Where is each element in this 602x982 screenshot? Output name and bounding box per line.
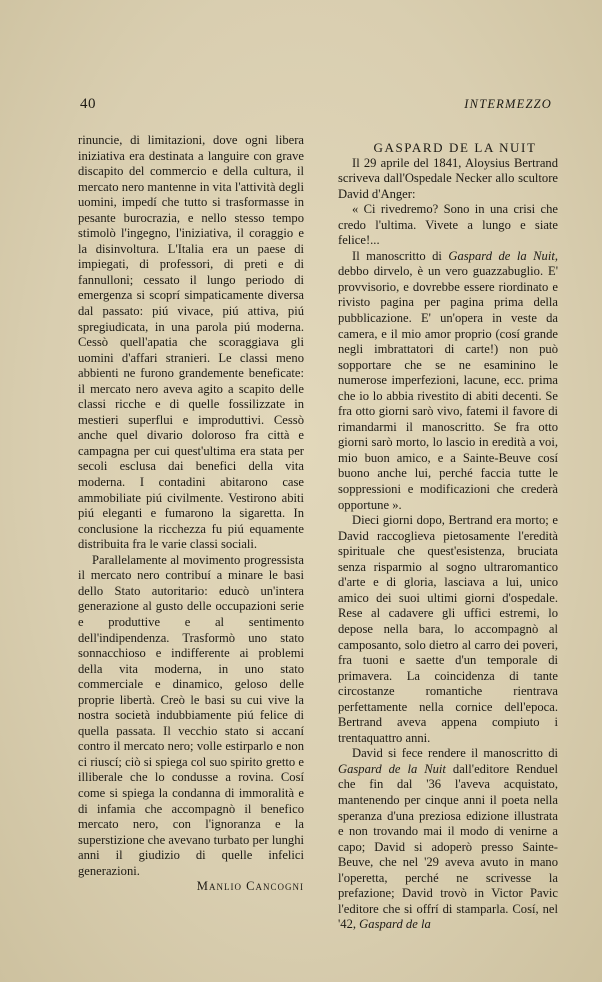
text: David si fece rendere il manoscritto di [352,746,558,761]
page-number: 40 [80,96,96,112]
text: Il manoscritto di [352,248,449,263]
paragraph [338,746,558,933]
paragraph: Il 29 aprile del 1841, Aloysius Bertrand scriveva dall'Ospedale Necker allo scultore David d'Anger: [338,155,558,201]
text: dall'editore Renduel che fin dal '36 l'aveva acquistato, mantenendo per cinque anni il poeta nella speranza d'una preziosa edizione illustrata e non trovando mai il modo di venirne a capo; David si adoperò presso Sainte-Beuve, che nel '29 aveva avuto in mano l'operetta, perché ne scrivesse la prefazione; David trovò in Victor Pavic l'editore che si offrí di stamparla. Cosí, nel '42, [338,761,558,932]
paragraph: Dieci giorni dopo, Bertrand era morto; e David raccoglieva pietosamente l'eredità spirituale che quest'esistenza, bruciata senza risparmio al sogno ultraromantico d'arte e di gloria, lasciava a lui, unico amico dei suoi ultimi giorni d'ospedale. Rese al cadavere gli uffici estremi, lo depose nella bara, lo accompagnò al camposanto, solo dietro al carro dei poveri, fra tuoni e saette d'un temporale di primavera. La coincidenza di tante circostanze romantiche rientrava perfettamente nella cornice dell'epoca. Bertrand aveva appena compiuto i trentaquattro anni. [338,513,558,745]
right-column [338,140,558,933]
author-signature: Manlio Cancogni [196,879,304,894]
book-title: Gaspard de la Nuit [338,761,446,776]
running-head: INTERMEZZO [464,97,552,111]
article-title: GASPARD DE LA NUIT [373,140,537,155]
paragraph: rinuncie, di limitazioni, dove ogni libera iniziativa era destinata a languire con grave discapito del commercio e della cultura, il mercato nero mantenne in vita l'attività degli uomini, impedí che tutto si trasformasse in pesante burocrazia, e nello stesso tempo stimolò l'ingegno, l'iniziativa, il coraggio e la disinvoltura. L'Italia era un paese di impiegati, di professori, di preti e di fannulloni; cessato il lungo periodo di emergenza si scoprí simpaticamente diversa dal passato: piú vivace, piú attiva, piú spregiudicata, in una parola piú moderna. Cessò quell'apatia che scoraggiava gli uomini d'affari stranieri. Le classi meno abbienti ne furono grandemente beneficate: il mercato nero aveva agito a scapito delle classi ricche e di quelle fossilizzate in mestieri superflui e improduttivi. Cessò anche quel divario doloroso fra città e campagna per cui quest'ultima era stata per secoli esclusa dai benefici della vita moderna. I contadini abitarono case ammobiliate piú civilmente. Vestirono abiti piú eleganti e fumarono la sigaretta. In conclusione la ricchezza fu piú equamente distribuita fra le varie classi sociali. [78,133,304,552]
left-column [78,133,304,895]
paragraph [338,249,558,513]
paragraph: Parallelamente al movimento progressista il mercato nero contribuí a minare le basi dello Stato autoritario: educò un'intera generazione al gusto delle occupazioni serie e produttive e al sentimento dell'indipendenza. Trasformò uno stato sonnacchioso e indifferente ai problemi della vita moderna, in uno stato commerciale e dinamico, geloso delle proprie libertà. Creò le basi su cui vive la nostra società indubbiamente piú felice di quella passata. Il vecchio stato si accaní contro il mercato nero; volle estirparlo e non ci riuscí; ciò si spiega col suo spirito gretto e illiberale che lo condusse a rovina. Cosí come si spiega la condanna di immoralità e di infamia che accompagnò il benefico mercato nero, con l'ignoranza e la superstizione che avevano turbato per lunghi anni il giudizio di quelle infelici generazioni. [78,552,304,878]
book-title: Gaspard de la Nuit [448,248,555,263]
paragraph: « Ci rivedremo? Sono in una crisi che credo l'ultima. Vivete a lungo e siate felice!... [338,202,558,248]
book-title: Gaspard de la [359,917,431,932]
text: , debbo dirvelo, è un vero guazzabuglio. E' provvisorio, e dovrebbe essere riordinato e rivisto pagina per pagina prima della pubblicazione. E' un'opera in veste da camera, e il mio amor proprio (cosí grande negli imbrattatori di carte!) non può sopportare che se ne esaminino le numerose imperfezioni, lacune, ecc. prima che io lo abbia rivestito di abiti decenti. Se fra otto giorni sarò vivo, fatemi il favore di rimandarmi il manoscritto. Se fra otto giorni sarò morto, lo lascio in eredità a voi, mio buon amico, e a Sainte-Beuve cosí buono anche lui, perché faccia tutte le soppressioni e modificazioni che crederà opportune ». [338,248,558,512]
